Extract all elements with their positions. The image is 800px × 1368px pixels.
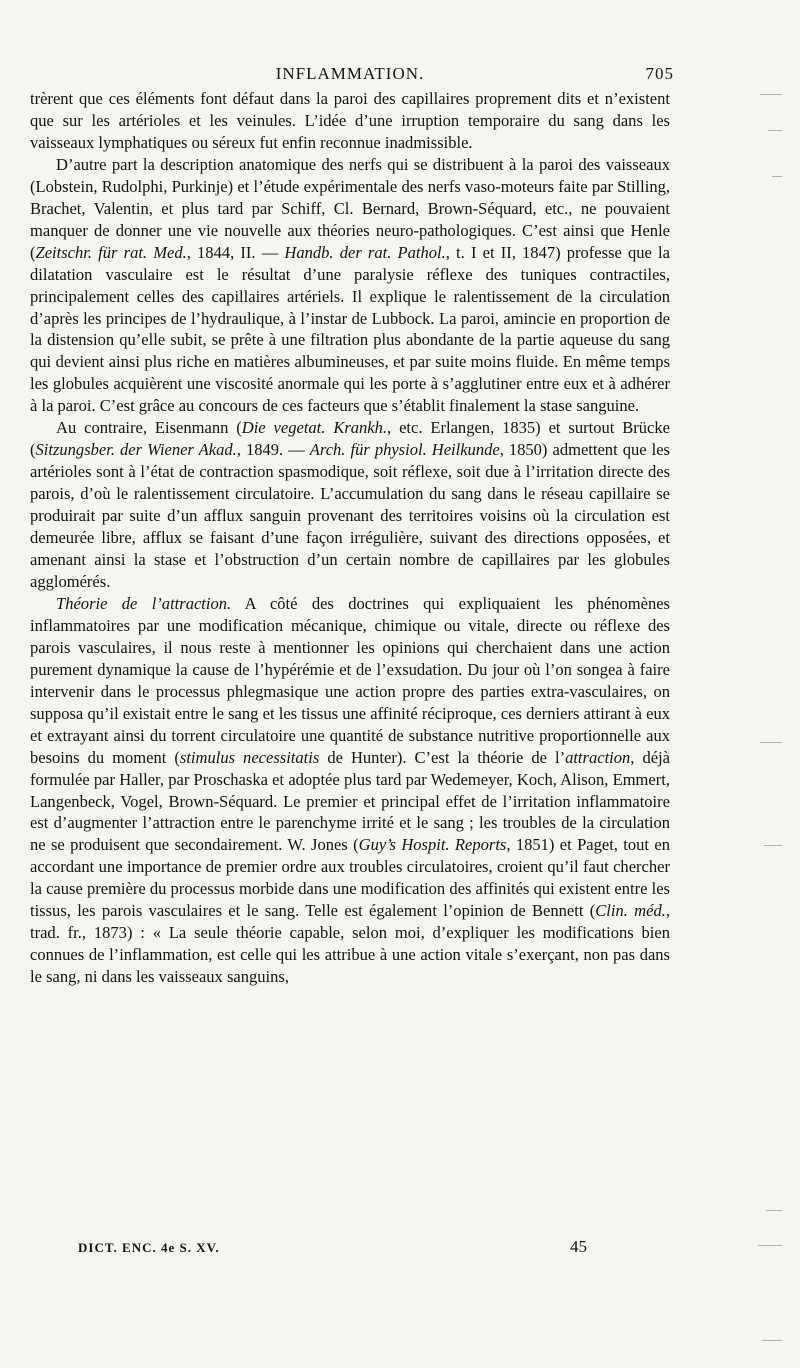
text-body (30, 88, 670, 988)
sheet-number: 45 (570, 1237, 587, 1256)
page-footer (30, 1237, 670, 1261)
margin-specks (720, 0, 800, 1368)
paragraph-4: Théorie de l’attraction. A côté des doctrines qui expliquaient les phénomènes inflammatoires par une modification mécanique, chimique ou vitale, directe ou réflexe des parois vasculaires, il nous reste à mentionner les opinions qui cherchaient dans une action purement dynamique la cause de l’hypérémie et de l’exsudation. Du jour où l’on songea à faire intervenir dans le processus phlegmasique une action propre des parties extra-vasculaires, on supposa qu’il existait entre le sang et les tissus une affinité réciproque, ces derniers attirant à eux et extrayant ainsi du torrent circulatoire une quantité de substance nutritive proportionnelle aux besoins du moment (stimulus necessitatis de Hunter). C’est la théorie de l’attraction, déjà formulée par Haller, par Proschaska et adoptée plus tard par Wedemeyer, Koch, Alison, Emmert, Langenbeck, Vogel, Brown-Séquard. Le premier et principal effet de l’irritation inflammatoire est d’augmenter l’attraction entre le parenchyme irrité et le sang ; les troubles de la circulation ne se produisent que secondairement. W. Jones (Guy’s Hospit. Reports, 1851) et Paget, tout en accordant une importance de premier ordre aux troubles circulatoires, croient qu’il faut chercher la cause première du processus morbide dans une modification des affinités qui existent entre les tissus, les parois vasculaires et le sang. Telle est également l’opinion de Bennett (Clin. méd., trad. fr., 1873) : « La seule théorie capable, selon moi, d’expliquer les modifications bien connues de l’inflammation, est celle qui les attribue à une action vitale s’exerçant, non pas dans le sang, ni dans les vaisseaux sanguins, (30, 593, 670, 987)
paragraph-2: D’autre part la description anatomique des nerfs qui se distribuent à la paroi des vaisseaux (Lobstein, Rudolphi, Purkinje) et l’étude expérimentale des nerfs vaso-moteurs faite par Stilling, Brachet, Valentin, et plus tard par Schiff, Cl. Bernard, Brown-Séquard, etc., ne pouvaient manquer de donner une vie nouvelle aux théories neuro-pathologiques. C’est ainsi que Henle (Zeitschr. für rat. Med., 1844, II. — Handb. der rat. Pathol., t. I et II, 1847) professe que la dilatation vasculaire est le résultat d’une paralysie réflexe des tuniques contractiles, principalement celles des capillaires artériels. Il explique le ralentissement de la circulation d’après les principes de l’hydraulique, à l’instar de Lubbock. La paroi, amincie en proportion de la distension qu’elle subit, se prête à une filtration plus abondante de la partie aqueuse du sang qui devient ainsi plus riche en matières albumineuses, et par suite moins fluide. En même temps les globules acquièrent une viscosité anormale qui les porte à s’agglutiner entre eux et à adhérer à la paroi. C’est grâce au concours de ces facteurs que s’établit finalement la stase sanguine. (30, 154, 670, 416)
paragraph-3: Au contraire, Eisenmann (Die vegetat. Krankh., etc. Erlangen, 1835) et surtout Brücke (Sitzungsber. der Wiener Akad., 1849. — Arch. für physiol. Heilkunde, 1850) admettent que les artérioles sont à l’état de contraction spasmodique, soit réflexe, soit due à l’irritation directe des parois, d’où le ralentissement circulatoire. L’accumulation du sang dans le réseau capillaire se produirait par suite d’un afflux sanguin provenant des territoires voisins où la circulation est demeurée libre, afflux se faisant d’une façon irrégulière, suivant des directions opposées, et amenant ainsi la stase et l’obstruction d’un certain nombre de capillaires par les globules agglomérés. (30, 418, 670, 591)
paragraph-1: trèrent que ces éléments font défaut dans la paroi des capillaires proprement dits et n’existent que sur les artérioles et les veinules. L’idée d’une irruption temporaire du sang dans les vaisseaux lymphatiques ou séreux fut enfin reconnue inadmissible. (30, 89, 670, 152)
running-title: INFLAMMATION. (275, 64, 425, 83)
page (30, 58, 674, 988)
running-header (30, 58, 674, 88)
signature-mark: DICT. ENC. 4e S. XV. (78, 1240, 220, 1255)
page-number: 705 (645, 64, 674, 83)
